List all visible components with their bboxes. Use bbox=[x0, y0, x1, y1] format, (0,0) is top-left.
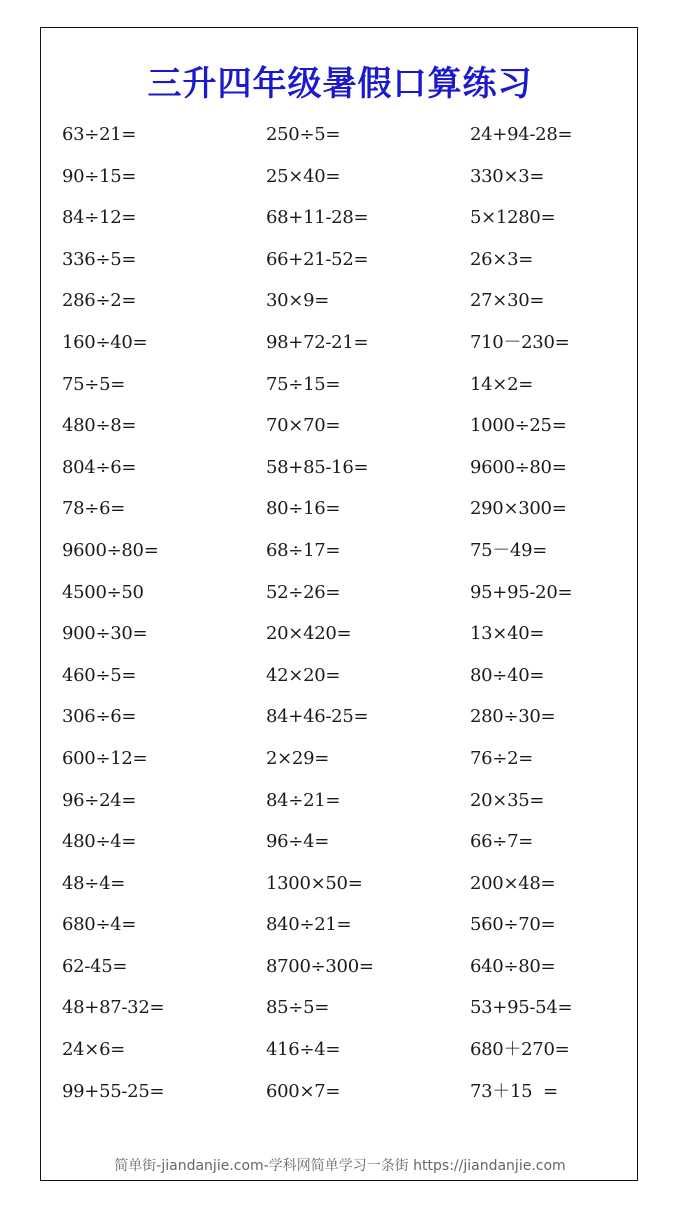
problem-row bbox=[62, 286, 622, 328]
arithmetic-problem: 4500÷50 bbox=[62, 581, 144, 603]
arithmetic-problem: 600×7= bbox=[266, 1080, 341, 1102]
arithmetic-problem: 330×3= bbox=[470, 165, 545, 187]
arithmetic-problem: 680÷4= bbox=[62, 914, 137, 936]
arithmetic-problem: 73＋15 = bbox=[470, 1080, 558, 1102]
problem-row bbox=[62, 869, 622, 911]
arithmetic-problem: 75－49= bbox=[470, 539, 548, 561]
footer-watermark: 简单街-jiandanjie.com-学科网简单学习一条街 https://jiandanjie.com bbox=[114, 1158, 566, 1174]
arithmetic-problem: 84÷21= bbox=[266, 789, 341, 811]
problem-row bbox=[62, 411, 622, 453]
arithmetic-problem: 20×35= bbox=[470, 789, 545, 811]
arithmetic-problem: 560÷70= bbox=[470, 914, 556, 936]
arithmetic-problem: 80÷40= bbox=[470, 664, 545, 686]
arithmetic-problem: 416÷4= bbox=[266, 1039, 341, 1061]
arithmetic-problem: 24×6= bbox=[62, 1039, 126, 1061]
arithmetic-problem: 840÷21= bbox=[266, 914, 352, 936]
arithmetic-problem: 280÷30= bbox=[470, 706, 556, 728]
problem-row bbox=[62, 993, 622, 1035]
arithmetic-problem: 804÷6= bbox=[62, 456, 137, 478]
arithmetic-problem: 24+94-28= bbox=[470, 124, 573, 145]
arithmetic-problem: 14×2= bbox=[470, 373, 534, 395]
problem-grid bbox=[62, 120, 622, 1118]
arithmetic-problem: 2×29= bbox=[266, 747, 330, 769]
arithmetic-problem: 90÷15= bbox=[62, 165, 137, 187]
arithmetic-problem: 20×420= bbox=[266, 623, 352, 645]
arithmetic-problem: 286÷2= bbox=[62, 290, 137, 312]
arithmetic-problem: 75÷15= bbox=[266, 373, 341, 395]
arithmetic-problem: 290×300= bbox=[470, 498, 567, 520]
arithmetic-problem: 58+85-16= bbox=[266, 456, 369, 478]
problem-row bbox=[62, 661, 622, 703]
arithmetic-problem: 26×3= bbox=[470, 248, 534, 270]
arithmetic-problem: 85÷5= bbox=[266, 997, 330, 1019]
arithmetic-problem: 96÷24= bbox=[62, 789, 137, 811]
arithmetic-problem: 78÷6= bbox=[62, 498, 126, 520]
arithmetic-problem: 336÷5= bbox=[62, 248, 137, 270]
arithmetic-problem: 600÷12= bbox=[62, 747, 148, 769]
arithmetic-problem: 99+55-25= bbox=[62, 1080, 165, 1102]
problem-row bbox=[62, 619, 622, 661]
arithmetic-problem: 200×48= bbox=[470, 872, 556, 894]
arithmetic-problem: 42×20= bbox=[266, 664, 341, 686]
arithmetic-problem: 63÷21= bbox=[62, 124, 137, 145]
arithmetic-problem: 80÷16= bbox=[266, 498, 341, 520]
arithmetic-problem: 30×9= bbox=[266, 290, 330, 312]
arithmetic-problem: 9600÷80= bbox=[62, 539, 159, 561]
arithmetic-problem: 62-45= bbox=[62, 955, 128, 977]
arithmetic-problem: 1000÷25= bbox=[470, 415, 567, 437]
arithmetic-problem: 52÷26= bbox=[266, 581, 341, 603]
arithmetic-problem: 48÷4= bbox=[62, 872, 126, 894]
arithmetic-problem: 27×30= bbox=[470, 290, 545, 312]
arithmetic-problem: 640÷80= bbox=[470, 955, 556, 977]
problem-row bbox=[62, 245, 622, 287]
arithmetic-problem: 96÷4= bbox=[266, 831, 330, 853]
arithmetic-problem: 9600÷80= bbox=[470, 456, 567, 478]
problem-row bbox=[62, 494, 622, 536]
arithmetic-problem: 53+95-54= bbox=[470, 997, 573, 1019]
arithmetic-problem: 95+95-20= bbox=[470, 581, 573, 603]
arithmetic-problem: 48+87-32= bbox=[62, 997, 165, 1019]
problem-row bbox=[62, 203, 622, 245]
worksheet-title: 三升四年级暑假口算练习 bbox=[147, 64, 533, 104]
problem-row bbox=[62, 120, 622, 162]
arithmetic-problem: 66÷7= bbox=[470, 831, 534, 853]
arithmetic-problem: 98+72-21= bbox=[266, 331, 369, 353]
problem-row bbox=[62, 702, 622, 744]
arithmetic-problem: 480÷8= bbox=[62, 415, 137, 437]
arithmetic-problem: 710－230= bbox=[470, 331, 570, 353]
arithmetic-problem: 480÷4= bbox=[62, 831, 137, 853]
arithmetic-problem: 680＋270= bbox=[470, 1039, 570, 1061]
problem-row bbox=[62, 328, 622, 370]
arithmetic-problem: 76÷2= bbox=[470, 747, 534, 769]
problem-row bbox=[62, 827, 622, 869]
arithmetic-problem: 250÷5= bbox=[266, 124, 341, 145]
problem-row bbox=[62, 162, 622, 204]
arithmetic-problem: 68÷17= bbox=[266, 539, 341, 561]
arithmetic-problem: 70×70= bbox=[266, 415, 341, 437]
arithmetic-problem: 84÷12= bbox=[62, 207, 137, 229]
problem-row bbox=[62, 744, 622, 786]
arithmetic-problem: 66+21-52= bbox=[266, 248, 369, 270]
problem-row bbox=[62, 370, 622, 412]
problem-row bbox=[62, 1077, 622, 1119]
arithmetic-problem: 84+46-25= bbox=[266, 706, 369, 728]
arithmetic-problem: 8700÷300= bbox=[266, 955, 374, 977]
arithmetic-problem: 13×40= bbox=[470, 623, 545, 645]
problem-row bbox=[62, 952, 622, 994]
arithmetic-problem: 306÷6= bbox=[62, 706, 137, 728]
problem-row bbox=[62, 536, 622, 578]
problem-row bbox=[62, 578, 622, 620]
problem-row bbox=[62, 1035, 622, 1077]
problem-row bbox=[62, 453, 622, 495]
arithmetic-problem: 460÷5= bbox=[62, 664, 137, 686]
arithmetic-problem: 5×1280= bbox=[470, 207, 556, 229]
arithmetic-problem: 68+11-28= bbox=[266, 207, 369, 229]
problem-row bbox=[62, 786, 622, 828]
arithmetic-problem: 25×40= bbox=[266, 165, 341, 187]
arithmetic-problem: 1300×50= bbox=[266, 872, 363, 894]
arithmetic-problem: 160÷40= bbox=[62, 331, 148, 353]
problem-row bbox=[62, 910, 622, 952]
arithmetic-problem: 900÷30= bbox=[62, 623, 148, 645]
arithmetic-problem: 75÷5= bbox=[62, 373, 126, 395]
